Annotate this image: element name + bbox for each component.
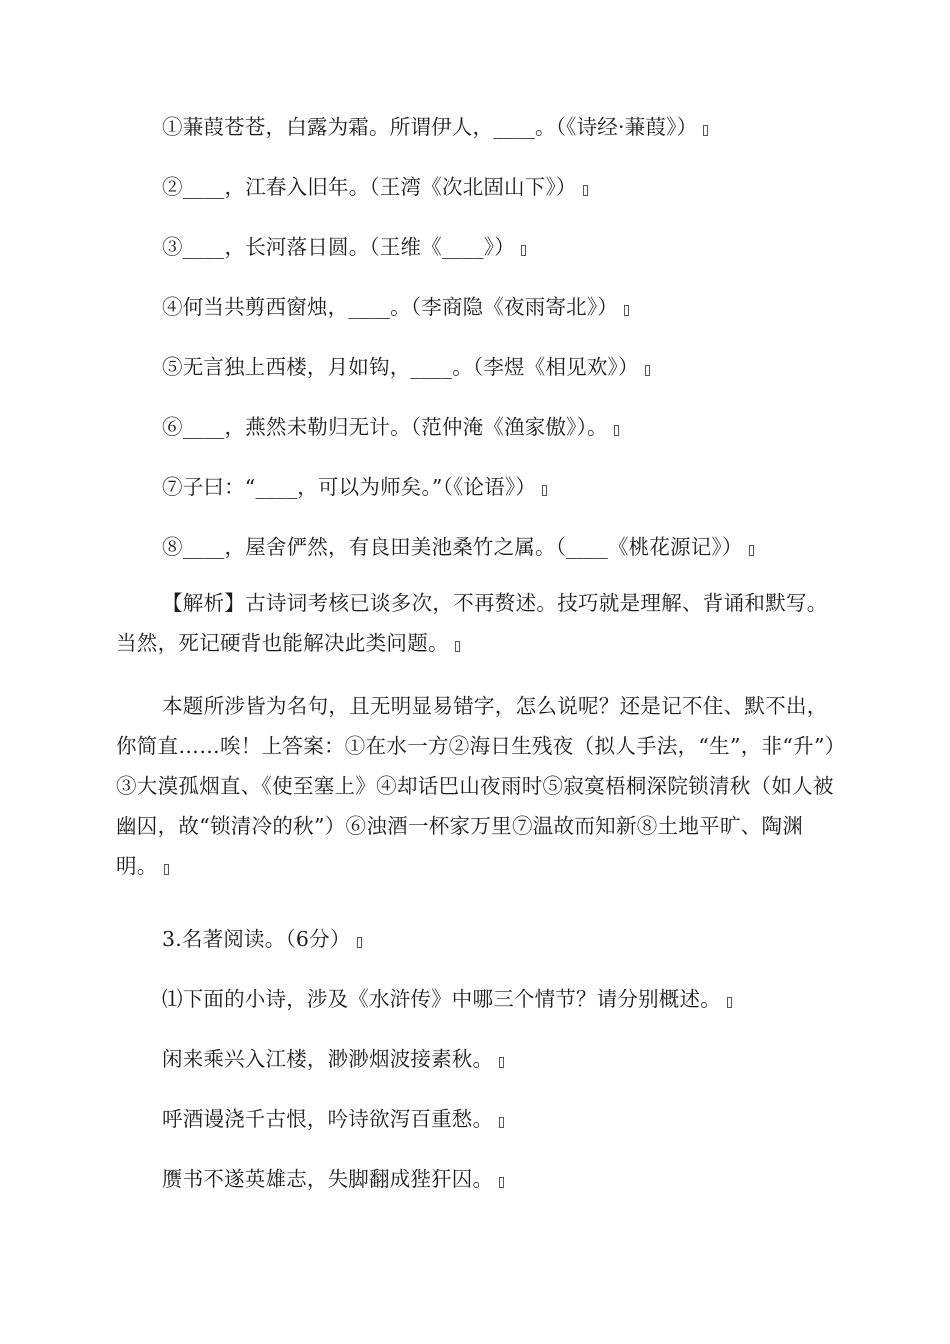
question-3-subquestion-1-text: ⑴下面的小诗，涉及《水浒传》中哪三个情节？请分别概述。 <box>162 987 721 1011</box>
poem-item-6 <box>162 412 619 442</box>
question-3-subquestion-1 <box>162 984 732 1014</box>
poem-item-5 <box>162 352 650 382</box>
poem-item-8 <box>162 532 754 562</box>
paragraph-mark-icon <box>645 365 650 376</box>
poem-line-2-text: 呼酒谩浇千古恨，吟诗欲泻百重愁。 <box>162 1107 494 1131</box>
analysis-text: 【解析】古诗词考核已谈多次，不再赘述。技巧就是理解、背诵和默写。当然，死记硬背也能解决此类问题。 <box>116 591 828 655</box>
poem-item-8-text: ⑧____，屋舍俨然，有良田美池桑竹之属。（____《桃花源记》） <box>162 535 743 559</box>
paragraph-mark-icon <box>164 864 169 875</box>
paragraph-mark-icon <box>749 545 754 556</box>
paragraph-mark-icon <box>542 485 547 496</box>
poem-item-7-text: ⑦子曰：“____，可以为师矣。”（《论语》） <box>162 475 537 499</box>
poem-line-1 <box>162 1044 504 1074</box>
poem-item-4 <box>162 292 629 322</box>
poem-item-3-text: ③____，长河落日圆。（王维《____》） <box>162 235 515 259</box>
poem-item-4-text: ④何当共剪西窗烛，____。（李商隐《夜雨寄北》） <box>162 295 618 319</box>
paragraph-mark-icon <box>455 641 460 652</box>
poem-item-1-text: ①蒹葭苍苍，白露为霜。所谓伊人，____。（《诗经·蒹葭》） <box>162 115 698 139</box>
poem-item-2-text: ②____，江春入旧年。（王湾《次北固山下》） <box>162 175 577 199</box>
poem-item-7 <box>162 472 547 502</box>
paragraph-mark-icon <box>499 1057 504 1068</box>
poem-item-1 <box>162 112 708 142</box>
paragraph-mark-icon <box>499 1177 504 1188</box>
paragraph-mark-icon <box>624 305 629 316</box>
paragraph-mark-icon <box>614 425 619 436</box>
answer-paragraph <box>116 686 836 886</box>
paragraph-mark-icon <box>703 125 708 136</box>
paragraph-mark-icon <box>499 1117 504 1128</box>
poem-line-3-text: 赝书不遂英雄志，失脚翻成狴犴囚。 <box>162 1167 494 1191</box>
paragraph-mark-icon <box>357 937 362 948</box>
paragraph-mark-icon <box>521 245 526 256</box>
paragraph-mark-icon <box>583 185 588 196</box>
poem-item-3 <box>162 232 526 262</box>
question-3-title-text: 3.名著阅读。（6分） <box>162 927 351 951</box>
question-3-title <box>162 924 362 954</box>
analysis-paragraph <box>116 583 836 663</box>
poem-item-2 <box>162 172 588 202</box>
poem-line-2 <box>162 1104 504 1134</box>
paragraph-mark-icon <box>727 997 732 1008</box>
poem-line-3 <box>162 1164 504 1194</box>
poem-item-6-text: ⑥____，燕然未勒归无计。（范仲淹《渔家傲》）。 <box>162 415 608 439</box>
answer-text: 本题所涉皆为名句，且无明显易错字，怎么说呢？还是记不住、默不出，你简直……唉！上答案：①在水一方②海日生残夜（拟人手法，“生”，非“升”）③大漠孤烟直、《使至塞上》④却话巴山夜雨时⑤寂寞梧桐深院锁清秋（如人被幽囚，故“锁清冷的秋”）⑥浊酒一杯家万里⑦温故而知新⑧土地平旷、陶渊明。 <box>116 694 836 878</box>
poem-line-1-text: 闲来乘兴入江楼，渺渺烟波接素秋。 <box>162 1047 494 1071</box>
poem-item-5-text: ⑤无言独上西楼，月如钩，____。（李煜《相见欢》） <box>162 355 639 379</box>
